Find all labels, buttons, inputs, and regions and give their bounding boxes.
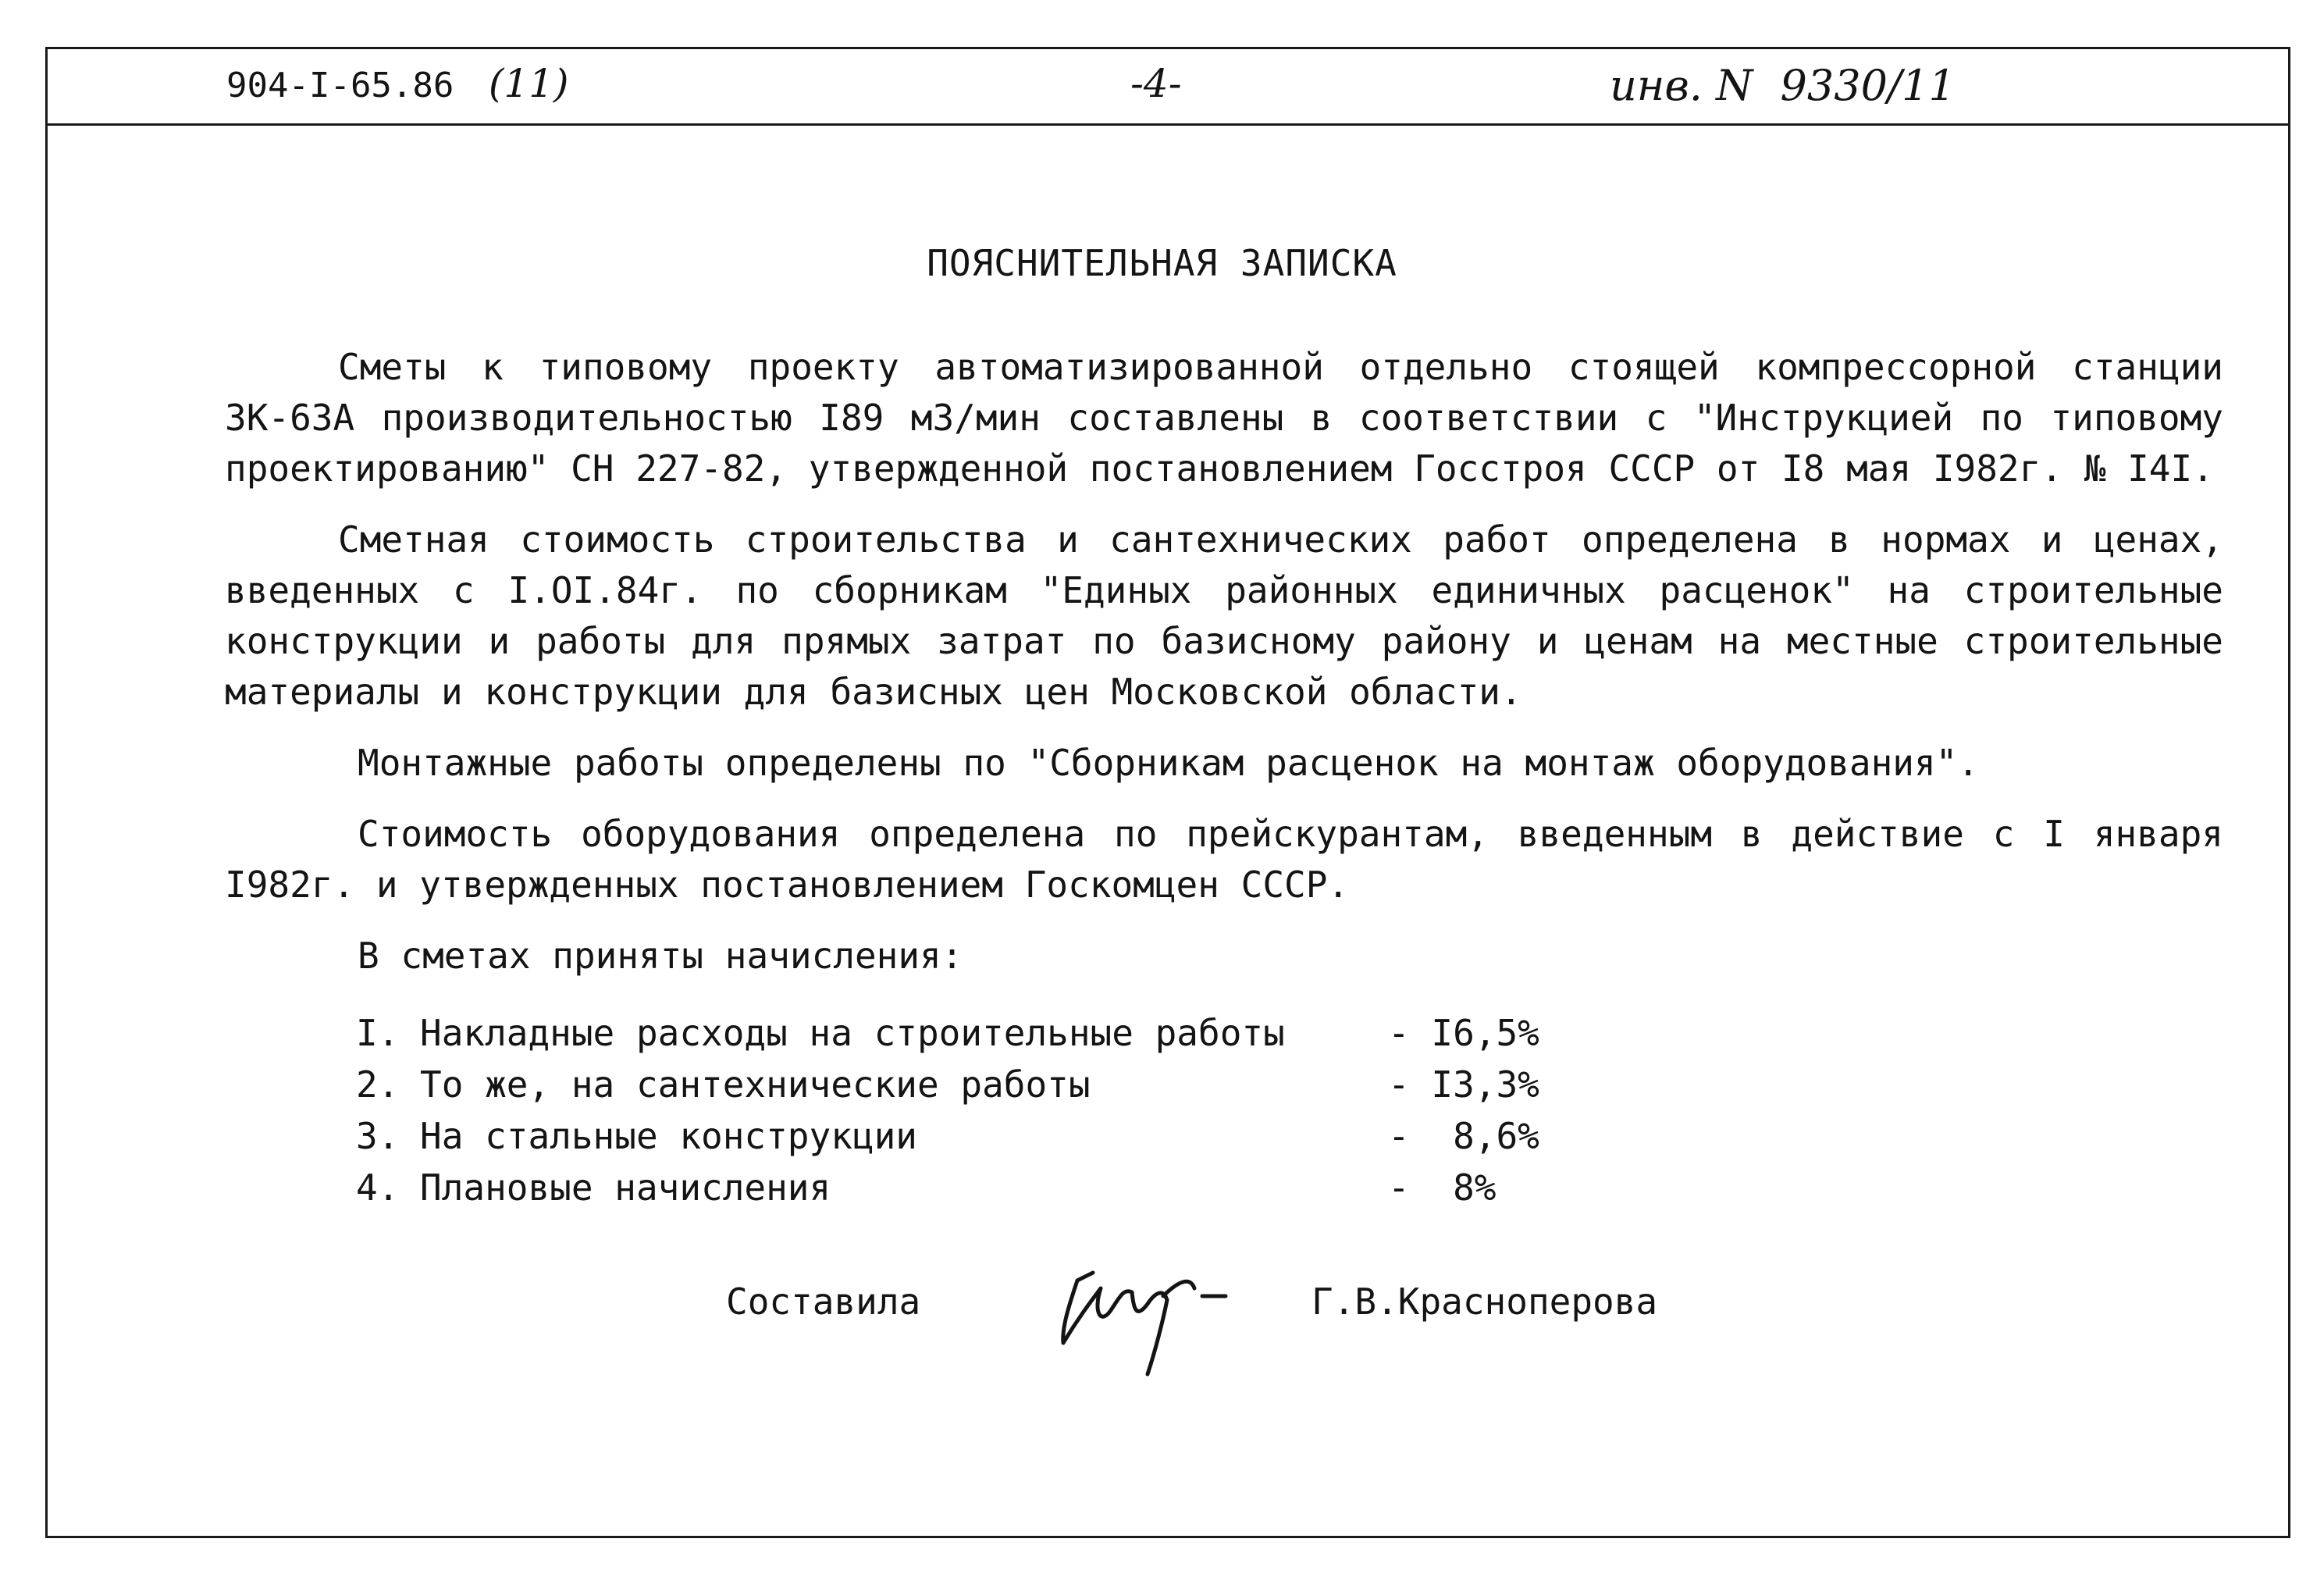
- list-item: [356, 1162, 1591, 1213]
- handwritten-signature: [1046, 1234, 1280, 1382]
- header-divider: [45, 123, 2290, 126]
- list-item-label: Накладные расходы на строительные работы: [420, 1012, 1285, 1054]
- list-item: [356, 1110, 1591, 1162]
- list-item-number: I.: [356, 1012, 400, 1054]
- list-item-number: 3.: [356, 1115, 400, 1157]
- list-item-number: 4.: [356, 1166, 400, 1209]
- list-item: [356, 1059, 1591, 1110]
- list-item-label: То же, на сантехнические работы: [420, 1063, 1091, 1106]
- charges-list: [356, 1007, 1591, 1213]
- doc-code-text: 904-I-65.86: [226, 66, 454, 105]
- inventory-number-block: [1610, 61, 1956, 110]
- inventory-label: инв. N: [1610, 61, 1753, 110]
- signatory-name: Г.В.Красноперова: [1311, 1280, 1658, 1323]
- doc-code-handwritten: (11): [488, 61, 569, 106]
- paragraph-estimates-basis: Сметы к типовому проекту автоматизированной отдельно стоящей компрессорной станции ЗК-63А производительностью I89 м3/мин составлены в соответствии с "Инструкцией по типовому проектированию" СН 227-82, утвержденной постановлением Госстроя СССР от I8 мая I982г. № I4I.: [225, 346, 2223, 490]
- paragraph-installation: Монтажные работы определены по "Сборникам расценок на монтаж оборудования".: [358, 742, 1980, 784]
- signature-caption: Составила: [726, 1280, 921, 1323]
- body-text: [225, 342, 2223, 1002]
- list-item-value: - 8,6%: [1388, 1115, 1539, 1157]
- list-item-label: Плановые начисления: [420, 1166, 831, 1209]
- paragraph-equipment-cost: Стоимость оборудования определена по прейскурантам, введенным в действие с I января I982г. и утвержденных постановлением Госкомцен СССР.: [225, 813, 2223, 906]
- doc-code: [226, 61, 569, 106]
- paragraph-cost-norms: Сметная стоимость строительства и сантехнических работ определена в нормах и ценах, введенных с I.OI.84г. по сборникам "Единых районных единичных расценок" на строительные конструкции и работы для прямых затрат по базисному району и ценам на местные строительные материалы и конструкции для базисных цен Московской области.: [225, 518, 2223, 713]
- page-number: -4-: [1130, 61, 1182, 106]
- list-item-number: 2.: [356, 1063, 400, 1106]
- list-item-value: - I6,5%: [1388, 1012, 1539, 1054]
- list-item: [356, 1007, 1591, 1059]
- list-item-value: - 8%: [1388, 1166, 1497, 1209]
- page-title: ПОЯСНИТЕЛЬНАЯ ЗАПИСКА: [927, 242, 1397, 284]
- inventory-number: 9330/11: [1780, 61, 1956, 110]
- paragraph-charges-intro: В сметах приняты начисления:: [358, 935, 963, 977]
- list-item-label: На стальные конструкции: [420, 1115, 917, 1157]
- list-item-value: - I3,3%: [1388, 1063, 1539, 1106]
